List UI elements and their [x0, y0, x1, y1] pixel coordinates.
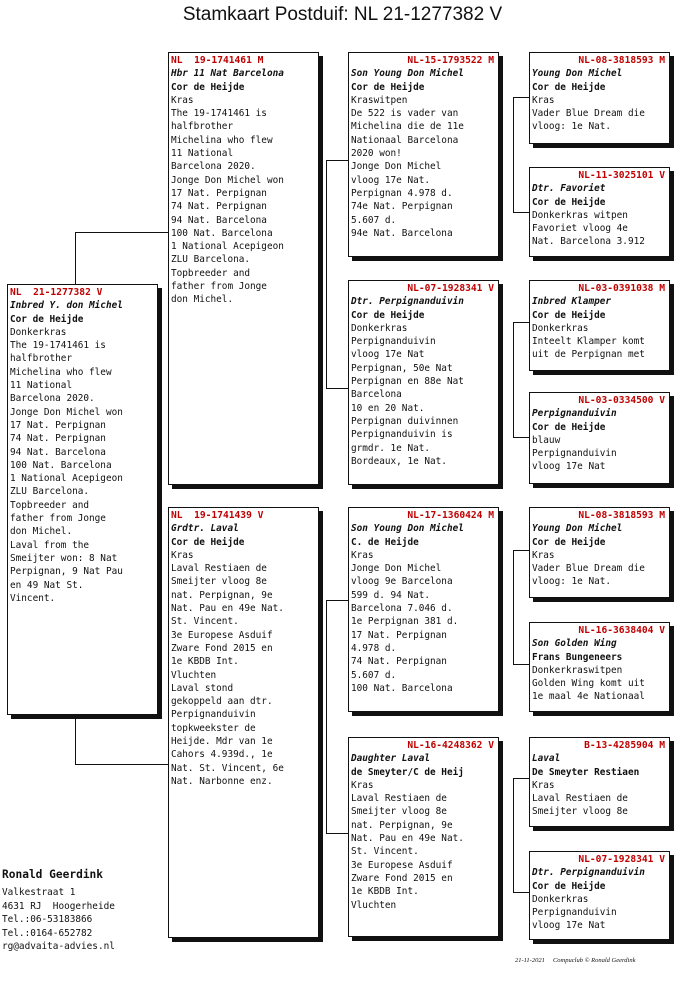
pigeon-info: Perpignanduivin vloog 17e Nat [532, 907, 617, 932]
ring-number: NL-16-4248362 V [407, 740, 494, 751]
breeder: de Smeyter/C de Heij [351, 766, 464, 778]
pigeon-card-fmf [529, 280, 670, 371]
connector-line [75, 232, 168, 233]
connector-line [75, 764, 168, 765]
pigeon-info: Favoriet vloog 4e Nat. Barcelona 3.912 [532, 223, 645, 248]
pigeon-info: Perpignanduivin vloog 17e Nat Perpignan, 50e Nat Perpignan en 88e Nat Barcelona 10 en 20 Nat. Perpignan duivinnen Perpignanduivin is grmdr. 1e Nat. Bordeaux, 1e Nat. [351, 336, 464, 467]
connector-line [326, 833, 348, 834]
footer-credit: 21-11-2021 Compuclub © Ronald Geerdink [515, 957, 636, 964]
connector-line [513, 322, 514, 437]
pigeon-info: De 522 is vader van Michelina die de 11e Nationaal Barcelona 2020 won! Jonge Don Michel vloog 17e Nat. Perpignan 4.978 d. 74e Nat. Perpignan 5.607 d. 94e Nat. Barcelona [351, 108, 464, 239]
pigeon-card-mother-father [348, 507, 499, 712]
pigeon-color: Kras [351, 549, 374, 561]
breeder: Cor de Heijde [532, 421, 606, 433]
ring-number: NL-07-1928341 V [407, 283, 494, 294]
owner-phone: Tel.:0164-652782 [2, 927, 93, 939]
pigeon-name: Inbred Klamper [532, 296, 612, 308]
pigeon-name: Young Don Michel [532, 523, 623, 535]
pigeon-color: Donkerkras [532, 893, 589, 905]
pigeon-color: Kras [532, 779, 555, 791]
pigeon-info: Laval Restiaen de Smeijter vloog 8e nat. Perpignan, 9e Nat. Pau en 49e Nat. St. Vincent. 3e Europese Asduif Zware Fond 2015 en 1e KBDB Int. Vluchten [351, 793, 464, 911]
pigeon-name: Young Don Michel [532, 68, 623, 80]
owner-info [2, 868, 115, 953]
pigeon-color: Kras [532, 94, 555, 106]
ring-number: NL-03-0391038 M [578, 283, 665, 294]
breeder: Cor de Heijde [351, 81, 425, 93]
connector-line [326, 388, 348, 389]
breeder: Cor de Heijde [532, 196, 606, 208]
pigeon-card-ffm [529, 167, 670, 257]
ring-number: NL-15-1793522 M [407, 55, 494, 66]
pigeon-card-father-father [348, 52, 499, 257]
breeder: Cor de Heijde [171, 81, 245, 93]
pigeon-color: Kras [351, 779, 374, 791]
pigeon-info: Laval Restiaen de Smeijter vloog 8e nat. Perpignan, 9e Nat. Pau en 49e Nat. St. Vincent. 3e Europese Asduif Zware Fond 2015 en 1e KBDB Int. Vluchten Laval stond gekoppeld aan dtr. Perpignanduivin topkweekster de Heijde. Mdr van 1e Cahors 4.939d., 1e Nat. St. Vincent, 6e Nat. Narbonne enz. [171, 563, 284, 787]
connector-line [326, 160, 348, 161]
pigeon-name: Dtr. Perpignanduivin [532, 867, 645, 879]
page-title: Stamkaart Postduif: NL 21-1277382 V [182, 4, 503, 25]
pigeon-card-mff [529, 507, 670, 598]
pigeon-card-subject [7, 284, 158, 715]
connector-line [513, 892, 529, 893]
pigeon-card-father-mother [348, 280, 499, 485]
pigeon-color: Kras [171, 549, 194, 561]
pigeon-card-mother-mother [348, 737, 499, 937]
pigeon-name: Daughter Laval [351, 753, 431, 765]
ring-number: NL-16-3638404 V [578, 625, 665, 636]
pigeon-card-mfm [529, 622, 670, 712]
pigeon-color: Kraswitpen [351, 94, 408, 106]
owner-email: rg@advaita-advies.nl [2, 941, 115, 953]
connector-line [75, 232, 76, 285]
breeder: Cor de Heijde [171, 536, 245, 548]
owner-address: Valkestraat 1 [2, 887, 76, 899]
pigeon-info: The 19-1741461 is halfbrother Michelina who flew 11 National Barcelona 2020. Jonge Don Michel won 17 Nat. Perpignan 74 Nat. Perpignan 94 Nat. Barcelona 100 Nat. Barcelona 1 National Acepigeon ZLU Barcelona. Topbreeder and father from Jonge don Michel. [171, 108, 284, 306]
ring-number: NL-08-3818593 M [578, 510, 665, 521]
connector-line [326, 160, 327, 388]
pigeon-name: Inbred Y. don Michel [10, 300, 123, 312]
breeder: Cor de Heijde [532, 309, 606, 321]
connector-line [513, 97, 514, 212]
pigeon-card-mother [168, 507, 319, 938]
pigeon-info: Laval Restiaen de Smeijter vloog 8e [532, 793, 628, 818]
owner-city: 4631 RJ Hoogerheide [2, 900, 115, 912]
connector-line [513, 664, 529, 665]
ring-number: NL 19-1741461 M [171, 55, 264, 66]
ring-number: NL-07-1928341 V [578, 854, 665, 865]
pigeon-name: Dtr. Favoriet [532, 183, 606, 195]
owner-phone: Tel.:06-53183866 [2, 914, 93, 926]
pigeon-color: Kras [171, 94, 194, 106]
connector-line [513, 778, 529, 779]
pigeon-info: Inteelt Klamper komt uit de Perpignan met [532, 336, 645, 361]
connector-line [513, 97, 529, 98]
pigeon-info: Jonge Don Michel vloog 9e Barcelona 599 d. 94 Nat. Barcelona 7.046 d. 1e Perpignan 381 d. 17 Nat. Perpignan 4.978 d. 74 Nat. Perpignan 5.607 d. 100 Nat. Barcelona [351, 563, 459, 694]
ring-number: NL-17-1360424 M [407, 510, 494, 521]
pigeon-color: Donkerkraswitpen [532, 664, 623, 676]
ring-number: NL-08-3818593 M [578, 55, 665, 66]
breeder: Cor de Heijde [351, 309, 425, 321]
pigeon-name: Son Young Don Michel [351, 68, 464, 80]
ring-number: NL-03-0334500 V [578, 395, 665, 406]
pigeon-card-fmm [529, 392, 670, 484]
pigeon-info: Vader Blue Dream die vloog: 1e Nat. [532, 563, 645, 588]
connector-line [326, 600, 327, 833]
connector-line [513, 212, 529, 213]
connector-line [513, 778, 514, 892]
pigeon-color: Donkerkras [532, 322, 589, 334]
pigeon-info: Perpignanduivin vloog 17e Nat [532, 448, 617, 473]
breeder: Cor de Heijde [10, 313, 84, 325]
pigeon-info: Vader Blue Dream die vloog: 1e Nat. [532, 108, 645, 133]
connector-line [75, 714, 76, 764]
pigeon-card-father [168, 52, 319, 485]
breeder: Frans Bungeneers [532, 651, 623, 663]
pigeon-name: Hbr 11 Nat Barcelona [171, 68, 284, 80]
connector-line [513, 322, 529, 323]
pigeon-name: Dtr. Perpignanduivin [351, 296, 464, 308]
owner-name: Ronald Geerdink [2, 868, 104, 881]
pigeon-info: Golden Wing komt uit 1e maal 4e Nationaal [532, 678, 645, 703]
connector-line [513, 550, 529, 551]
pigeon-info: The 19-1741461 is halfbrother Michelina who flew 11 National Barcelona 2020. Jonge Don Michel won 17 Nat. Perpignan 74 Nat. Perpignan 94 Nat. Barcelona 100 Nat. Barcelona 1 National Acepigeon ZLU Barcelona. Topbreeder and father from Jonge don Michel. Laval from the Smeijter won: 8 Nat Perpignan, 9 Nat Pau en 49 Nat St. Vincent. [10, 340, 123, 604]
pigeon-color: Donkerkras [10, 326, 67, 338]
breeder: Cor de Heijde [532, 880, 606, 892]
connector-line [513, 437, 529, 438]
pigeon-color: Donkerkras witpen [532, 209, 628, 221]
pigeon-color: Donkerkras [351, 322, 408, 334]
ring-number: NL-11-3025101 V [578, 170, 665, 181]
pigeon-card-mmm [529, 851, 670, 940]
pigeon-card-fff [529, 52, 670, 144]
breeder: De Smeyter Restiaen [532, 766, 640, 778]
breeder: Cor de Heijde [532, 81, 606, 93]
pigeon-color: blauw [532, 434, 561, 446]
pigeon-name: Son Young Don Michel [351, 523, 464, 535]
connector-line [513, 550, 514, 664]
breeder: Cor de Heijde [532, 536, 606, 548]
breeder: C. de Heijde [351, 536, 419, 548]
pigeon-name: Laval [532, 753, 561, 765]
pigeon-name: Perpignanduivin [532, 408, 617, 420]
ring-number: B-13-4285904 M [584, 740, 665, 751]
connector-line [326, 600, 348, 601]
pigeon-color: Kras [532, 549, 555, 561]
pigeon-name: Grdtr. Laval [171, 523, 239, 535]
pigeon-name: Son Golden Wing [532, 638, 617, 650]
ring-number: NL 19-1741439 V [171, 510, 264, 521]
ring-number: NL 21-1277382 V [10, 287, 103, 298]
pigeon-card-mmf [529, 737, 670, 827]
